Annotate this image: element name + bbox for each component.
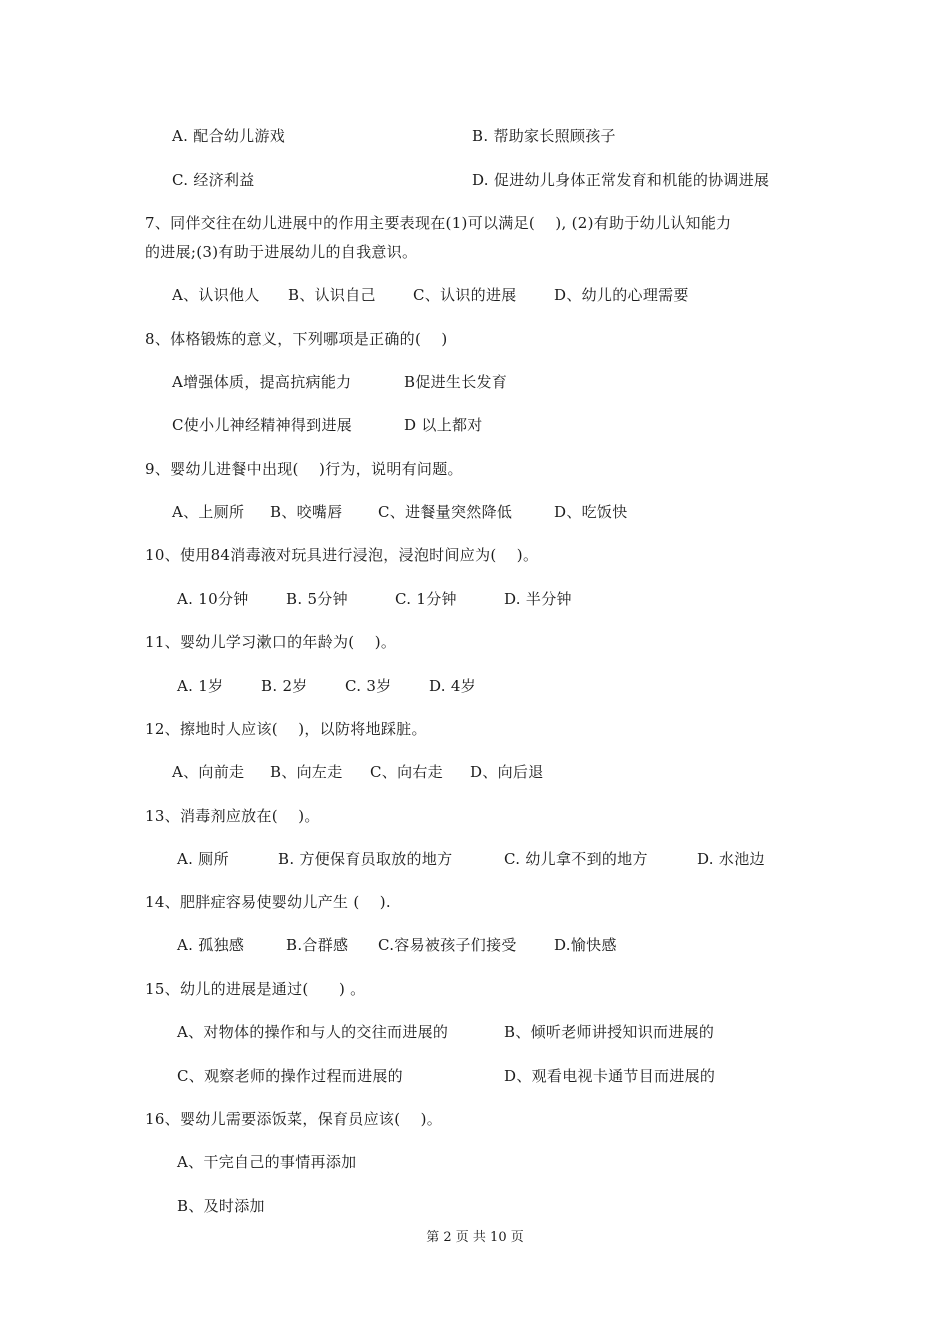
q10-option-a: A. 10分钟 [177,590,249,608]
q8-option-d: D 以上都对 [404,416,483,434]
q15-option-c: C、观察老师的操作过程而进展的 [177,1067,403,1085]
q7-stem-line2: 的进展;(3)有助于进展幼儿的自我意识。 [145,243,418,261]
q11-option-d: D. 4岁 [429,677,477,695]
q14-option-b: B.合群感 [286,936,349,954]
q13-option-d: D. 水池边 [697,850,765,868]
q16-option-a: A、干完自己的事情再添加 [177,1153,357,1171]
q11-option-a: A. 1岁 [177,677,224,695]
q14-option-d: D.愉快感 [554,936,617,954]
q12-option-a: A、向前走 [172,763,245,781]
q14-stem: 14、肥胖症容易使婴幼儿产生 ( ). [145,893,392,911]
q13-option-a: A. 厕所 [177,850,229,868]
q7-option-b: B、认识自己 [288,286,376,304]
q13-option-c: C. 幼儿拿不到的地方 [504,850,648,868]
q14-option-a: A. 孤独感 [177,936,245,954]
q8-option-a: A增强体质，提高抗病能力 [172,373,352,391]
q12-option-c: C、向右走 [370,763,443,781]
q7-option-a: A、认识他人 [172,286,260,304]
q11-option-c: C. 3岁 [345,677,392,695]
q10-option-b: B. 5分钟 [286,590,348,608]
q14-option-c: C.容易被孩子们接受 [378,936,517,954]
q11-stem: 11、婴幼儿学习漱口的年龄为( )。 [145,633,397,651]
q9-stem: 9、婴幼儿进餐中出现( )行为，说明有问题。 [145,460,463,478]
page-footer: 第 2 页 共 10 页 [426,1230,524,1245]
q12-stem: 12、擦地时人应该( )，以防将地踩脏。 [145,720,427,738]
q16-option-b: B、及时添加 [177,1197,265,1215]
q6-option-d: D. 促进幼儿身体正常发育和机能的协调进展 [472,171,770,189]
q10-stem: 10、使用84消毒液对玩具进行浸泡，浸泡时间应为( )。 [145,546,539,564]
q10-option-d: D. 半分钟 [504,590,572,608]
q9-option-c: C、进餐量突然降低 [378,503,513,521]
q11-option-b: B. 2岁 [261,677,308,695]
q7-option-c: C、认识的进展 [413,286,517,304]
q15-option-b: B、倾听老师讲授知识而进展的 [504,1023,715,1041]
q16-stem: 16、婴幼儿需要添饭菜，保育员应该( )。 [145,1110,443,1128]
q7-option-d: D、幼儿的心理需要 [554,286,689,304]
q10-option-c: C. 1分钟 [395,590,457,608]
q13-stem: 13、消毒剂应放在( )。 [145,807,320,825]
q8-option-c: C使小儿神经精神得到进展 [172,416,353,434]
q6-option-c: C. 经济利益 [172,171,255,189]
q8-option-b: B促进生长发育 [404,373,508,391]
q15-stem: 15、幼儿的进展是通过( ) 。 [145,980,366,998]
q9-option-b: B、咬嘴唇 [270,503,343,521]
q12-option-d: D、向后退 [470,763,544,781]
q15-option-d: D、观看电视卡通节目而进展的 [504,1067,716,1085]
q9-option-a: A、上厕所 [172,503,245,521]
q9-option-d: D、吃饭快 [554,503,628,521]
q12-option-b: B、向左走 [270,763,343,781]
q7-stem-line1: 7、同伴交往在幼儿进展中的作用主要表现在(1)可以满足( ), (2)有助于幼儿认知能力 [145,214,732,232]
q8-stem: 8、体格锻炼的意义，下列哪项是正确的( ) [145,330,448,348]
q15-option-a: A、对物体的操作和与人的交往而进展的 [177,1023,449,1041]
q6-option-b: B. 帮助家长照顾孩子 [472,127,616,145]
q13-option-b: B. 方便保育员取放的地方 [278,850,453,868]
q6-option-a: A. 配合幼儿游戏 [172,127,286,145]
